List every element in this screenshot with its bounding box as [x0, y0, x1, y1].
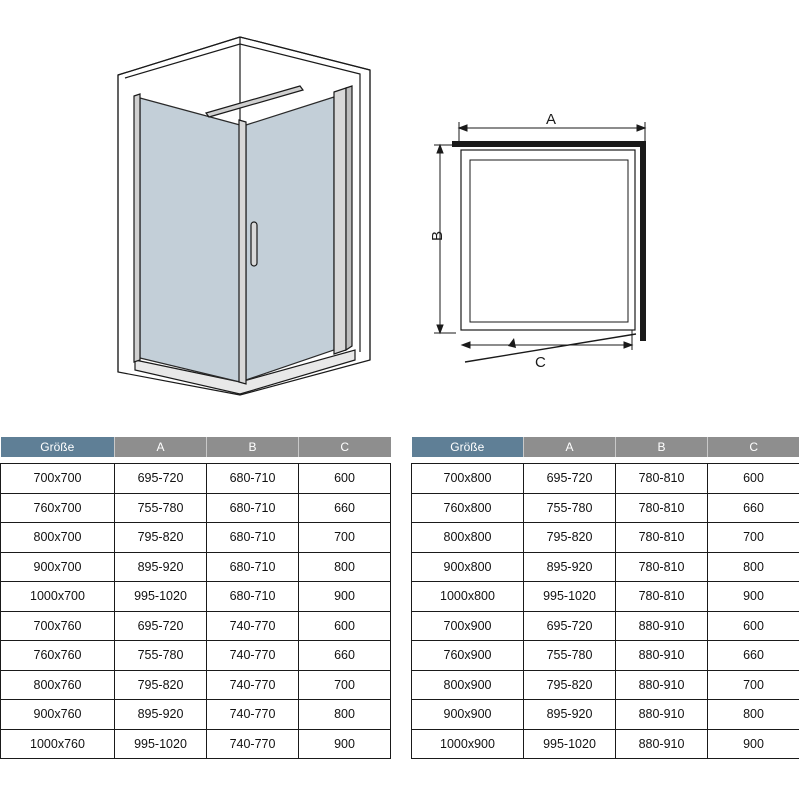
c-cell: 600: [299, 611, 391, 641]
b-cell: 680-710: [207, 464, 299, 494]
size-cell: 700x700: [1, 464, 115, 494]
b-cell: 780-810: [616, 552, 708, 582]
size-cell: 900x760: [1, 700, 115, 730]
c-cell: 700: [708, 670, 799, 700]
size-cell: 760x900: [412, 641, 524, 671]
size-cell: 900x900: [412, 700, 524, 730]
c-cell: 660: [708, 641, 799, 671]
size-cell: 700x760: [1, 611, 115, 641]
b-cell: 780-810: [616, 523, 708, 553]
c-cell: 800: [708, 552, 799, 582]
table-row: [1, 670, 391, 700]
table-body: [412, 457, 799, 759]
size-cell: 800x800: [412, 523, 524, 553]
header-b: B: [616, 437, 708, 457]
size-cell: 760x700: [1, 493, 115, 523]
table-row: [1, 464, 391, 494]
size-cell: 800x760: [1, 670, 115, 700]
a-cell: 895-920: [115, 700, 207, 730]
c-cell: 700: [708, 523, 799, 553]
table-header-row: [412, 437, 799, 457]
a-cell: 895-920: [115, 552, 207, 582]
size-cell: 700x800: [412, 464, 524, 494]
a-cell: 795-820: [115, 670, 207, 700]
a-cell: 995-1020: [524, 729, 616, 759]
a-cell: 755-780: [115, 641, 207, 671]
b-cell: 680-710: [207, 552, 299, 582]
b-cell: 880-910: [616, 729, 708, 759]
header-size: Größe: [1, 437, 115, 457]
table-row: [412, 464, 799, 494]
table-row: [1, 700, 391, 730]
a-cell: 795-820: [524, 523, 616, 553]
b-cell: 880-910: [616, 641, 708, 671]
size-cell: 700x900: [412, 611, 524, 641]
size-cell: 1000x700: [1, 582, 115, 612]
header-c: C: [708, 437, 799, 457]
label-a: A: [546, 111, 557, 128]
table-row: [412, 700, 799, 730]
table-row: [1, 552, 391, 582]
size-cell: 760x800: [412, 493, 524, 523]
table-row: [1, 729, 391, 759]
b-cell: 680-710: [207, 493, 299, 523]
a-cell: 895-920: [524, 552, 616, 582]
a-cell: 995-1020: [115, 582, 207, 612]
table-row: [1, 523, 391, 553]
a-cell: 995-1020: [115, 729, 207, 759]
size-table-1: [0, 437, 391, 759]
b-cell: 680-710: [207, 582, 299, 612]
b-cell: 680-710: [207, 523, 299, 553]
b-cell: 740-770: [207, 700, 299, 730]
a-cell: 755-780: [115, 493, 207, 523]
b-cell: 880-910: [616, 700, 708, 730]
table-row: [412, 552, 799, 582]
table-body: [1, 457, 391, 759]
table-row: [1, 641, 391, 671]
b-cell: 780-810: [616, 493, 708, 523]
table-row: [412, 729, 799, 759]
a-cell: 755-780: [524, 641, 616, 671]
c-cell: 660: [299, 641, 391, 671]
c-cell: 600: [708, 611, 799, 641]
c-cell: 900: [299, 729, 391, 759]
c-cell: 800: [299, 700, 391, 730]
size-cell: 1000x760: [1, 729, 115, 759]
size-cell: 900x700: [1, 552, 115, 582]
b-cell: 880-910: [616, 611, 708, 641]
table-row: [412, 641, 799, 671]
table-row: [412, 582, 799, 612]
a-cell: 795-820: [524, 670, 616, 700]
c-cell: 900: [708, 729, 799, 759]
size-table-2: [411, 437, 799, 759]
label-b: B: [429, 230, 446, 241]
table-row: [412, 493, 799, 523]
size-cell: 800x700: [1, 523, 115, 553]
table-row: [412, 523, 799, 553]
table-row: [1, 493, 391, 523]
a-cell: 695-720: [115, 611, 207, 641]
header-size: Größe: [412, 437, 524, 457]
c-cell: 700: [299, 523, 391, 553]
c-cell: 700: [299, 670, 391, 700]
a-cell: 695-720: [524, 611, 616, 641]
c-cell: 800: [708, 700, 799, 730]
a-cell: 795-820: [115, 523, 207, 553]
c-cell: 900: [299, 582, 391, 612]
c-cell: 660: [708, 493, 799, 523]
b-cell: 740-770: [207, 641, 299, 671]
a-cell: 695-720: [115, 464, 207, 494]
size-cell: 760x760: [1, 641, 115, 671]
size-cell: 900x800: [412, 552, 524, 582]
label-c: C: [535, 354, 546, 371]
c-cell: 660: [299, 493, 391, 523]
table-row: [412, 611, 799, 641]
header-b: B: [207, 437, 299, 457]
size-cell: 1000x800: [412, 582, 524, 612]
table-row: [412, 670, 799, 700]
b-cell: 780-810: [616, 582, 708, 612]
b-cell: 780-810: [616, 464, 708, 494]
a-cell: 755-780: [524, 493, 616, 523]
header-c: C: [299, 437, 391, 457]
dimension-diagram: [434, 122, 646, 362]
c-cell: 600: [299, 464, 391, 494]
table-row: [1, 611, 391, 641]
a-cell: 895-920: [524, 700, 616, 730]
shower-enclosure-drawing: [118, 37, 370, 395]
size-cell: 1000x900: [412, 729, 524, 759]
b-cell: 880-910: [616, 670, 708, 700]
size-cell: 800x900: [412, 670, 524, 700]
a-cell: 695-720: [524, 464, 616, 494]
a-cell: 995-1020: [524, 582, 616, 612]
b-cell: 740-770: [207, 729, 299, 759]
header-a: A: [524, 437, 616, 457]
c-cell: 600: [708, 464, 799, 494]
b-cell: 740-770: [207, 670, 299, 700]
b-cell: 740-770: [207, 611, 299, 641]
table-row: [1, 582, 391, 612]
table-header-row: [1, 437, 391, 457]
header-a: A: [115, 437, 207, 457]
c-cell: 900: [708, 582, 799, 612]
c-cell: 800: [299, 552, 391, 582]
